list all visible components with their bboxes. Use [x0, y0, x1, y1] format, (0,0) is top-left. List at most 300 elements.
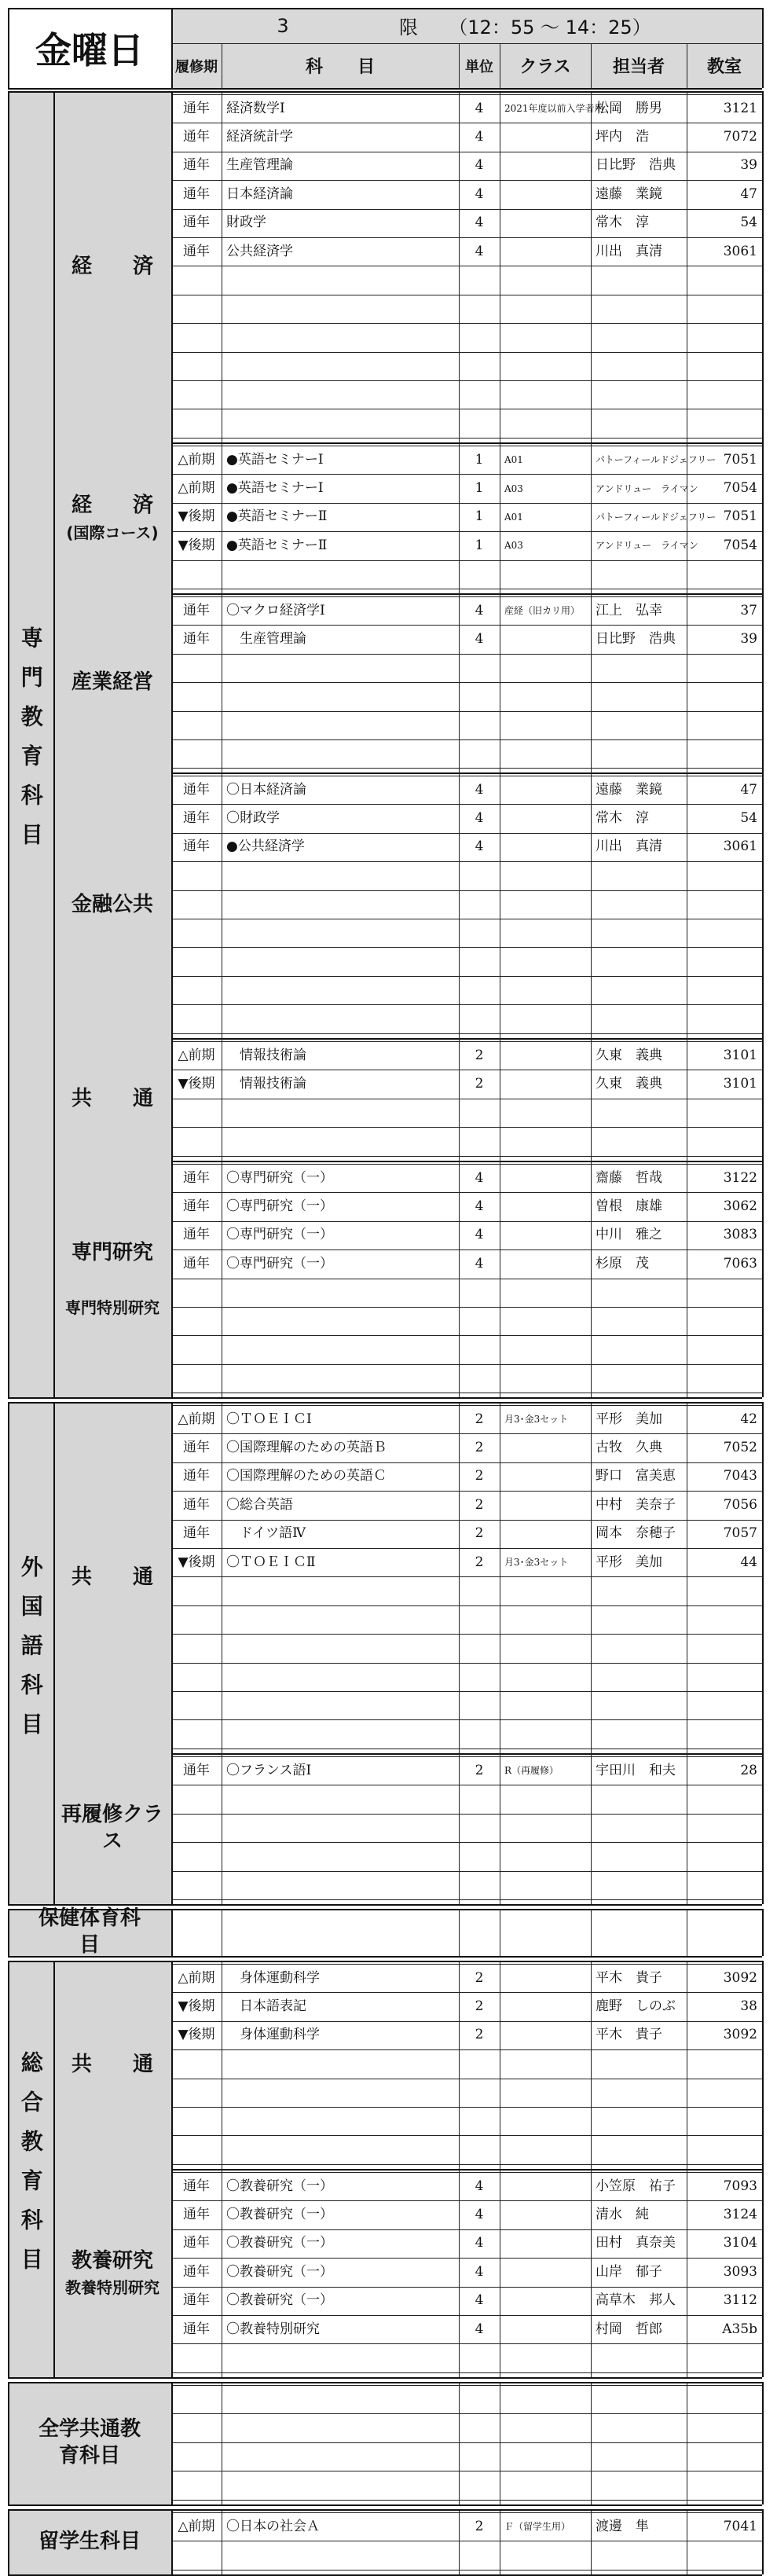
term-cell — [171, 2385, 222, 2413]
teacher-cell — [591, 2471, 687, 2499]
credits-cell: 2 — [475, 1047, 484, 1063]
credits-cell: 4 — [475, 1227, 484, 1243]
class-cell — [500, 352, 591, 380]
row-divider — [8, 88, 762, 90]
room-cell: 3124 — [723, 2207, 757, 2223]
row-divider — [171, 43, 762, 44]
teacher-cell — [591, 295, 687, 323]
column-divider — [459, 442, 460, 593]
room-cell: 3062 — [723, 1198, 757, 1215]
teacher-cell: 山岸 郁子 — [596, 2263, 662, 2280]
term-cell — [171, 1814, 222, 1842]
subject-cell: 〇教養研究（一） — [226, 2263, 333, 2280]
teacher-cell — [591, 654, 687, 682]
column-divider — [171, 8, 173, 88]
class-cell — [500, 2541, 591, 2569]
period-number: 3 — [277, 14, 289, 37]
class-cell — [500, 266, 591, 294]
credits-cell: 4 — [475, 185, 484, 202]
class-cell: A03 — [504, 483, 523, 494]
credits-cell — [459, 1719, 500, 1748]
teacher-cell — [591, 711, 687, 739]
column-divider — [459, 2169, 460, 2377]
subject-cell — [222, 1099, 459, 1127]
room-cell — [687, 1605, 762, 1634]
room-cell — [687, 654, 762, 682]
class-cell — [500, 1520, 591, 1548]
teacher-cell: 日比野 浩典 — [596, 631, 676, 648]
column-divider — [171, 1909, 173, 1956]
class-cell: A01 — [504, 454, 523, 466]
class-cell — [500, 711, 591, 739]
teacher-cell — [591, 1691, 687, 1719]
credits-cell — [459, 1785, 500, 1813]
column-divider — [8, 1961, 9, 2377]
subject-cell: 〇ＴＯＥＩＣⅠ — [226, 1411, 312, 1427]
credits-cell — [459, 2471, 500, 2499]
subject-cell — [222, 711, 459, 739]
credits-cell — [459, 323, 500, 351]
room-cell: 7057 — [723, 1525, 757, 1542]
subject-cell: 〇ＴＯＥＩＣⅡ — [226, 1554, 316, 1570]
term-cell: △前期 — [178, 1047, 215, 1063]
column-header-credits: 単位 — [465, 58, 493, 75]
column-divider — [8, 1909, 9, 1956]
column-divider — [171, 1161, 173, 1397]
credits-cell — [459, 2442, 500, 2471]
column-divider — [591, 1038, 592, 1161]
room-cell: 3104 — [723, 2235, 757, 2251]
credits-cell: 2 — [475, 2518, 484, 2534]
section-name: 経 済 — [71, 254, 153, 278]
term-cell: 通年 — [183, 2321, 210, 2337]
class-cell — [500, 1605, 591, 1634]
class-cell — [500, 1004, 591, 1033]
teacher-cell — [591, 323, 687, 351]
room-cell — [687, 2079, 762, 2107]
section-name: 専門研究 — [71, 1240, 153, 1264]
credits-cell: 4 — [475, 2263, 484, 2280]
room-cell — [687, 1691, 762, 1719]
subject-cell: 〇専門研究（一） — [226, 1169, 333, 1186]
column-divider — [591, 1909, 592, 1956]
subject-cell — [222, 682, 459, 710]
row-divider — [8, 2382, 762, 2383]
term-cell: ▼後期 — [178, 508, 215, 525]
room-cell: 7093 — [723, 2178, 757, 2194]
column-divider — [459, 1161, 460, 1397]
subject-cell — [222, 2049, 459, 2078]
row-divider — [8, 8, 762, 9]
room-cell: 7041 — [723, 2518, 757, 2534]
room-cell — [687, 560, 762, 589]
teacher-cell — [591, 2107, 687, 2135]
column-divider — [171, 593, 173, 772]
subject-cell: 身体運動科学 — [226, 2027, 320, 2043]
credits-cell: 4 — [475, 2292, 484, 2309]
section-subname: 教養特別研究 — [65, 2278, 159, 2298]
term-cell: 通年 — [183, 185, 210, 202]
teacher-cell: 岡本 奈穂子 — [596, 1525, 676, 1542]
row-divider — [8, 91, 762, 93]
class-cell — [500, 2021, 591, 2049]
room-cell — [687, 2107, 762, 2135]
subject-cell: 〇日本経済論 — [226, 781, 306, 798]
class-cell — [500, 2413, 591, 2442]
row-divider — [171, 2372, 762, 2373]
teacher-cell — [591, 2049, 687, 2078]
subject-cell: 日本経済論 — [226, 185, 293, 202]
row-divider — [171, 768, 762, 769]
teacher-cell — [591, 560, 687, 589]
subject-cell — [222, 1842, 459, 1870]
teacher-cell: 村岡 哲郎 — [596, 2321, 662, 2337]
class-cell — [500, 1871, 591, 1899]
term-cell: 通年 — [183, 100, 210, 116]
credits-cell — [459, 1099, 500, 1127]
term-cell: ▼後期 — [178, 1554, 215, 1570]
term-cell — [171, 2343, 222, 2372]
room-cell — [687, 1127, 762, 1155]
credits-cell: 4 — [475, 2178, 484, 2194]
term-cell — [171, 1634, 222, 1662]
class-cell — [500, 1164, 591, 1192]
credits-cell: 4 — [475, 631, 484, 648]
class-cell — [500, 2343, 591, 2372]
room-cell — [687, 409, 762, 437]
credits-cell: 4 — [475, 1255, 484, 1271]
teacher-cell — [591, 861, 687, 890]
subject-cell — [222, 380, 459, 409]
term-cell — [171, 295, 222, 323]
teacher-cell — [591, 352, 687, 380]
subject-cell — [222, 1634, 459, 1662]
credits-cell: 2 — [475, 1076, 484, 1092]
term-cell: 通年 — [183, 1440, 210, 1456]
term-cell: 通年 — [183, 1227, 210, 1243]
term-cell: 通年 — [183, 2207, 210, 2223]
credits-cell — [459, 1871, 500, 1899]
column-divider — [591, 2382, 592, 2504]
credits-cell: 4 — [475, 838, 484, 855]
teacher-cell — [591, 2343, 687, 2372]
subject-cell: ドイツ語Ⅳ — [226, 1525, 306, 1542]
term-cell: 通年 — [183, 2178, 210, 2194]
room-cell: 3101 — [723, 1076, 757, 1092]
subject-cell — [222, 1307, 459, 1335]
subject-cell — [222, 1719, 459, 1748]
class-cell — [500, 2315, 591, 2343]
class-cell — [500, 2135, 591, 2163]
subject-cell: 身体運動科学 — [226, 1969, 320, 1986]
room-cell — [687, 1719, 762, 1748]
teacher-cell — [591, 890, 687, 919]
subject-cell — [222, 2385, 459, 2413]
subject-cell: 〇日本の社会Ａ — [226, 2518, 320, 2534]
subject-cell — [222, 266, 459, 294]
term-cell — [171, 2049, 222, 2078]
teacher-cell: アンドリュー ライマン — [596, 483, 698, 494]
credits-cell — [459, 1335, 500, 1363]
term-cell — [171, 947, 222, 975]
class-cell — [500, 2385, 591, 2413]
column-divider — [8, 8, 9, 88]
room-cell: 7043 — [723, 1468, 757, 1484]
credits-cell — [459, 1004, 500, 1033]
class-cell — [500, 2200, 591, 2229]
teacher-cell — [591, 1335, 687, 1363]
term-cell — [171, 266, 222, 294]
class-cell — [500, 323, 591, 351]
class-cell — [500, 560, 591, 589]
teacher-cell: 川出 真清 — [596, 838, 662, 855]
column-divider — [591, 442, 592, 593]
credits-cell: 4 — [475, 243, 484, 259]
teacher-cell — [591, 1364, 687, 1393]
class-cell — [500, 1842, 591, 1870]
column-divider — [591, 772, 592, 1038]
teacher-cell: 中村 美奈子 — [596, 1496, 676, 1513]
column-header-room: 教室 — [706, 57, 742, 77]
room-cell: 47 — [740, 781, 757, 798]
room-cell — [687, 380, 762, 409]
room-cell — [687, 295, 762, 323]
column-divider — [762, 8, 764, 88]
class-cell — [500, 409, 591, 437]
room-cell: 3093 — [723, 2263, 757, 2280]
teacher-cell — [591, 1605, 687, 1634]
class-cell — [500, 804, 591, 832]
room-cell: 39 — [740, 157, 757, 174]
credits-cell — [459, 266, 500, 294]
class-cell — [500, 2287, 591, 2315]
class-cell — [500, 1221, 591, 1249]
teacher-cell: 平形 美加 — [596, 1554, 662, 1570]
room-cell: 3092 — [723, 1969, 757, 1986]
teacher-cell: 日比野 浩典 — [596, 157, 676, 174]
subject-cell — [222, 2471, 459, 2499]
teacher-cell — [591, 1663, 687, 1691]
column-divider — [171, 1402, 173, 1753]
subject-cell — [222, 739, 459, 768]
term-cell: 通年 — [183, 810, 210, 827]
term-cell — [171, 409, 222, 437]
teacher-cell: 遠藤 業鏡 — [596, 781, 662, 798]
subject-cell: 〇総合英語 — [226, 1496, 293, 1513]
room-cell — [687, 2385, 762, 2413]
room-cell: 3121 — [723, 100, 757, 116]
teacher-cell — [591, 2541, 687, 2569]
term-cell — [171, 1663, 222, 1691]
teacher-cell — [591, 380, 687, 409]
subject-cell — [222, 2107, 459, 2135]
credits-cell: 4 — [475, 215, 484, 231]
room-cell — [687, 2471, 762, 2499]
subject-cell: 〇専門研究（一） — [226, 1255, 333, 1271]
row-divider — [171, 1164, 762, 1165]
credits-cell — [459, 947, 500, 975]
room-cell — [687, 1814, 762, 1842]
room-cell: 7052 — [723, 1440, 757, 1456]
teacher-cell — [591, 1871, 687, 1899]
class-cell — [500, 1992, 591, 2020]
term-cell: ▼後期 — [178, 1998, 215, 2015]
term-cell — [171, 2471, 222, 2499]
class-cell — [500, 1041, 591, 1070]
class-cell — [500, 2229, 591, 2258]
class-cell: A01 — [504, 511, 523, 523]
term-cell: 通年 — [183, 215, 210, 231]
term-cell — [171, 2135, 222, 2163]
teacher-cell: 古牧 久典 — [596, 1440, 662, 1456]
term-cell: ▼後期 — [178, 1076, 215, 1092]
room-cell: 3101 — [723, 1047, 757, 1063]
term-cell: 通年 — [183, 781, 210, 798]
teacher-cell: 高草木 邦人 — [596, 2292, 676, 2309]
section-name: 共 通 — [71, 1087, 153, 1111]
teacher-cell — [591, 1719, 687, 1748]
credits-cell — [459, 1605, 500, 1634]
subject-cell — [222, 1814, 459, 1842]
term-cell — [171, 739, 222, 768]
teacher-cell: 松岡 勝男 — [596, 100, 662, 116]
term-cell: ▼後期 — [178, 537, 215, 553]
term-cell — [171, 919, 222, 947]
subject-cell — [222, 2079, 459, 2107]
room-cell — [687, 1307, 762, 1335]
credits-cell — [459, 1307, 500, 1335]
room-cell — [687, 1634, 762, 1662]
term-cell — [171, 2413, 222, 2442]
subject-cell: 生産管理論 — [226, 631, 306, 648]
column-divider — [762, 1961, 764, 2377]
term-cell: 通年 — [183, 1198, 210, 1215]
category-label — [8, 2382, 171, 2504]
subject-cell: ●英語セミナーⅠ — [226, 480, 324, 497]
column-divider — [171, 2509, 173, 2574]
row-divider — [8, 1397, 762, 1399]
subject-cell: 〇専門研究（一） — [226, 1198, 333, 1215]
class-cell — [500, 919, 591, 947]
subject-cell — [222, 1279, 459, 1307]
subject-cell: 〇国際理解のための英語Ｂ — [226, 1440, 387, 1456]
credits-cell: 4 — [475, 1169, 484, 1186]
term-cell — [171, 1307, 222, 1335]
room-cell: 39 — [740, 631, 757, 648]
teacher-cell: 常木 淳 — [596, 215, 649, 231]
credits-cell: 2 — [475, 1411, 484, 1427]
credits-cell: 2 — [475, 1998, 484, 2015]
credits-cell — [459, 2079, 500, 2107]
term-cell — [171, 352, 222, 380]
subject-cell — [222, 1364, 459, 1393]
column-divider — [171, 91, 173, 442]
credits-cell — [459, 1663, 500, 1691]
section-label — [53, 593, 171, 772]
section-label — [53, 91, 171, 442]
subject-cell: 〇マクロ経済学Ⅰ — [226, 602, 325, 618]
credits-cell: 2 — [475, 1762, 484, 1778]
credits-cell: 4 — [475, 157, 484, 174]
subject-cell — [222, 1127, 459, 1155]
teacher-cell: 平形 美加 — [596, 1411, 662, 1427]
subject-cell — [222, 861, 459, 890]
column-divider — [8, 2509, 9, 2574]
column-header-class: クラス — [519, 57, 571, 77]
credits-cell — [459, 1634, 500, 1662]
class-cell — [500, 776, 591, 804]
credits-cell: 4 — [475, 100, 484, 116]
teacher-cell: 齋藤 哲哉 — [596, 1169, 662, 1186]
teacher-cell: 坪内 浩 — [596, 129, 649, 145]
credits-cell — [459, 295, 500, 323]
section-extra-label: 専門特別研究 — [65, 1298, 159, 1318]
credits-cell — [459, 2343, 500, 2372]
column-divider — [591, 1753, 592, 1904]
column-divider — [8, 1402, 9, 1904]
credits-cell — [459, 919, 500, 947]
teacher-cell — [591, 1576, 687, 1605]
column-divider — [459, 2509, 460, 2574]
room-cell — [687, 682, 762, 710]
room-cell: 42 — [740, 1411, 757, 1427]
class-cell — [500, 380, 591, 409]
term-cell — [171, 1785, 222, 1813]
class-cell — [500, 1279, 591, 1307]
term-cell — [171, 1127, 222, 1155]
teacher-cell: 野口 富美恵 — [596, 1468, 676, 1484]
credits-cell: 4 — [475, 2207, 484, 2223]
class-cell — [500, 123, 591, 151]
term-cell — [171, 2442, 222, 2471]
column-divider — [762, 2509, 764, 2574]
subject-cell — [222, 2135, 459, 2163]
term-cell — [171, 1364, 222, 1393]
subject-cell: 〇フランス語Ⅰ — [226, 1762, 312, 1778]
column-divider — [459, 1753, 460, 1904]
class-cell: R（再履修） — [504, 1765, 559, 1777]
column-divider — [762, 1909, 764, 1956]
credits-cell: 2 — [475, 1496, 484, 1513]
class-cell — [500, 1691, 591, 1719]
section-subname: (国際コース) — [66, 523, 159, 542]
section-label — [53, 1753, 171, 1904]
room-cell — [687, 1663, 762, 1691]
room-cell: 38 — [740, 1998, 757, 2015]
subject-cell — [222, 1785, 459, 1813]
subject-cell: 日本語表記 — [226, 1998, 306, 2015]
credits-cell: 4 — [475, 2235, 484, 2251]
subject-cell — [222, 352, 459, 380]
row-divider — [171, 1156, 762, 1157]
section-label — [53, 1161, 171, 1397]
credits-cell — [459, 2413, 500, 2442]
subject-cell: 〇専門研究（一） — [226, 1227, 333, 1243]
term-cell — [171, 976, 222, 1004]
column-divider — [171, 1961, 173, 2169]
class-cell — [500, 2471, 591, 2499]
room-cell: 3061 — [723, 243, 757, 259]
row-divider — [171, 1899, 762, 1900]
teacher-cell — [591, 739, 687, 768]
room-cell — [687, 1364, 762, 1393]
class-cell: 産経（旧カリ用） — [504, 605, 581, 617]
term-cell — [171, 1279, 222, 1307]
credits-cell — [459, 682, 500, 710]
credits-cell — [459, 2049, 500, 2078]
room-cell — [687, 1335, 762, 1363]
room-cell: A35b — [722, 2321, 757, 2337]
